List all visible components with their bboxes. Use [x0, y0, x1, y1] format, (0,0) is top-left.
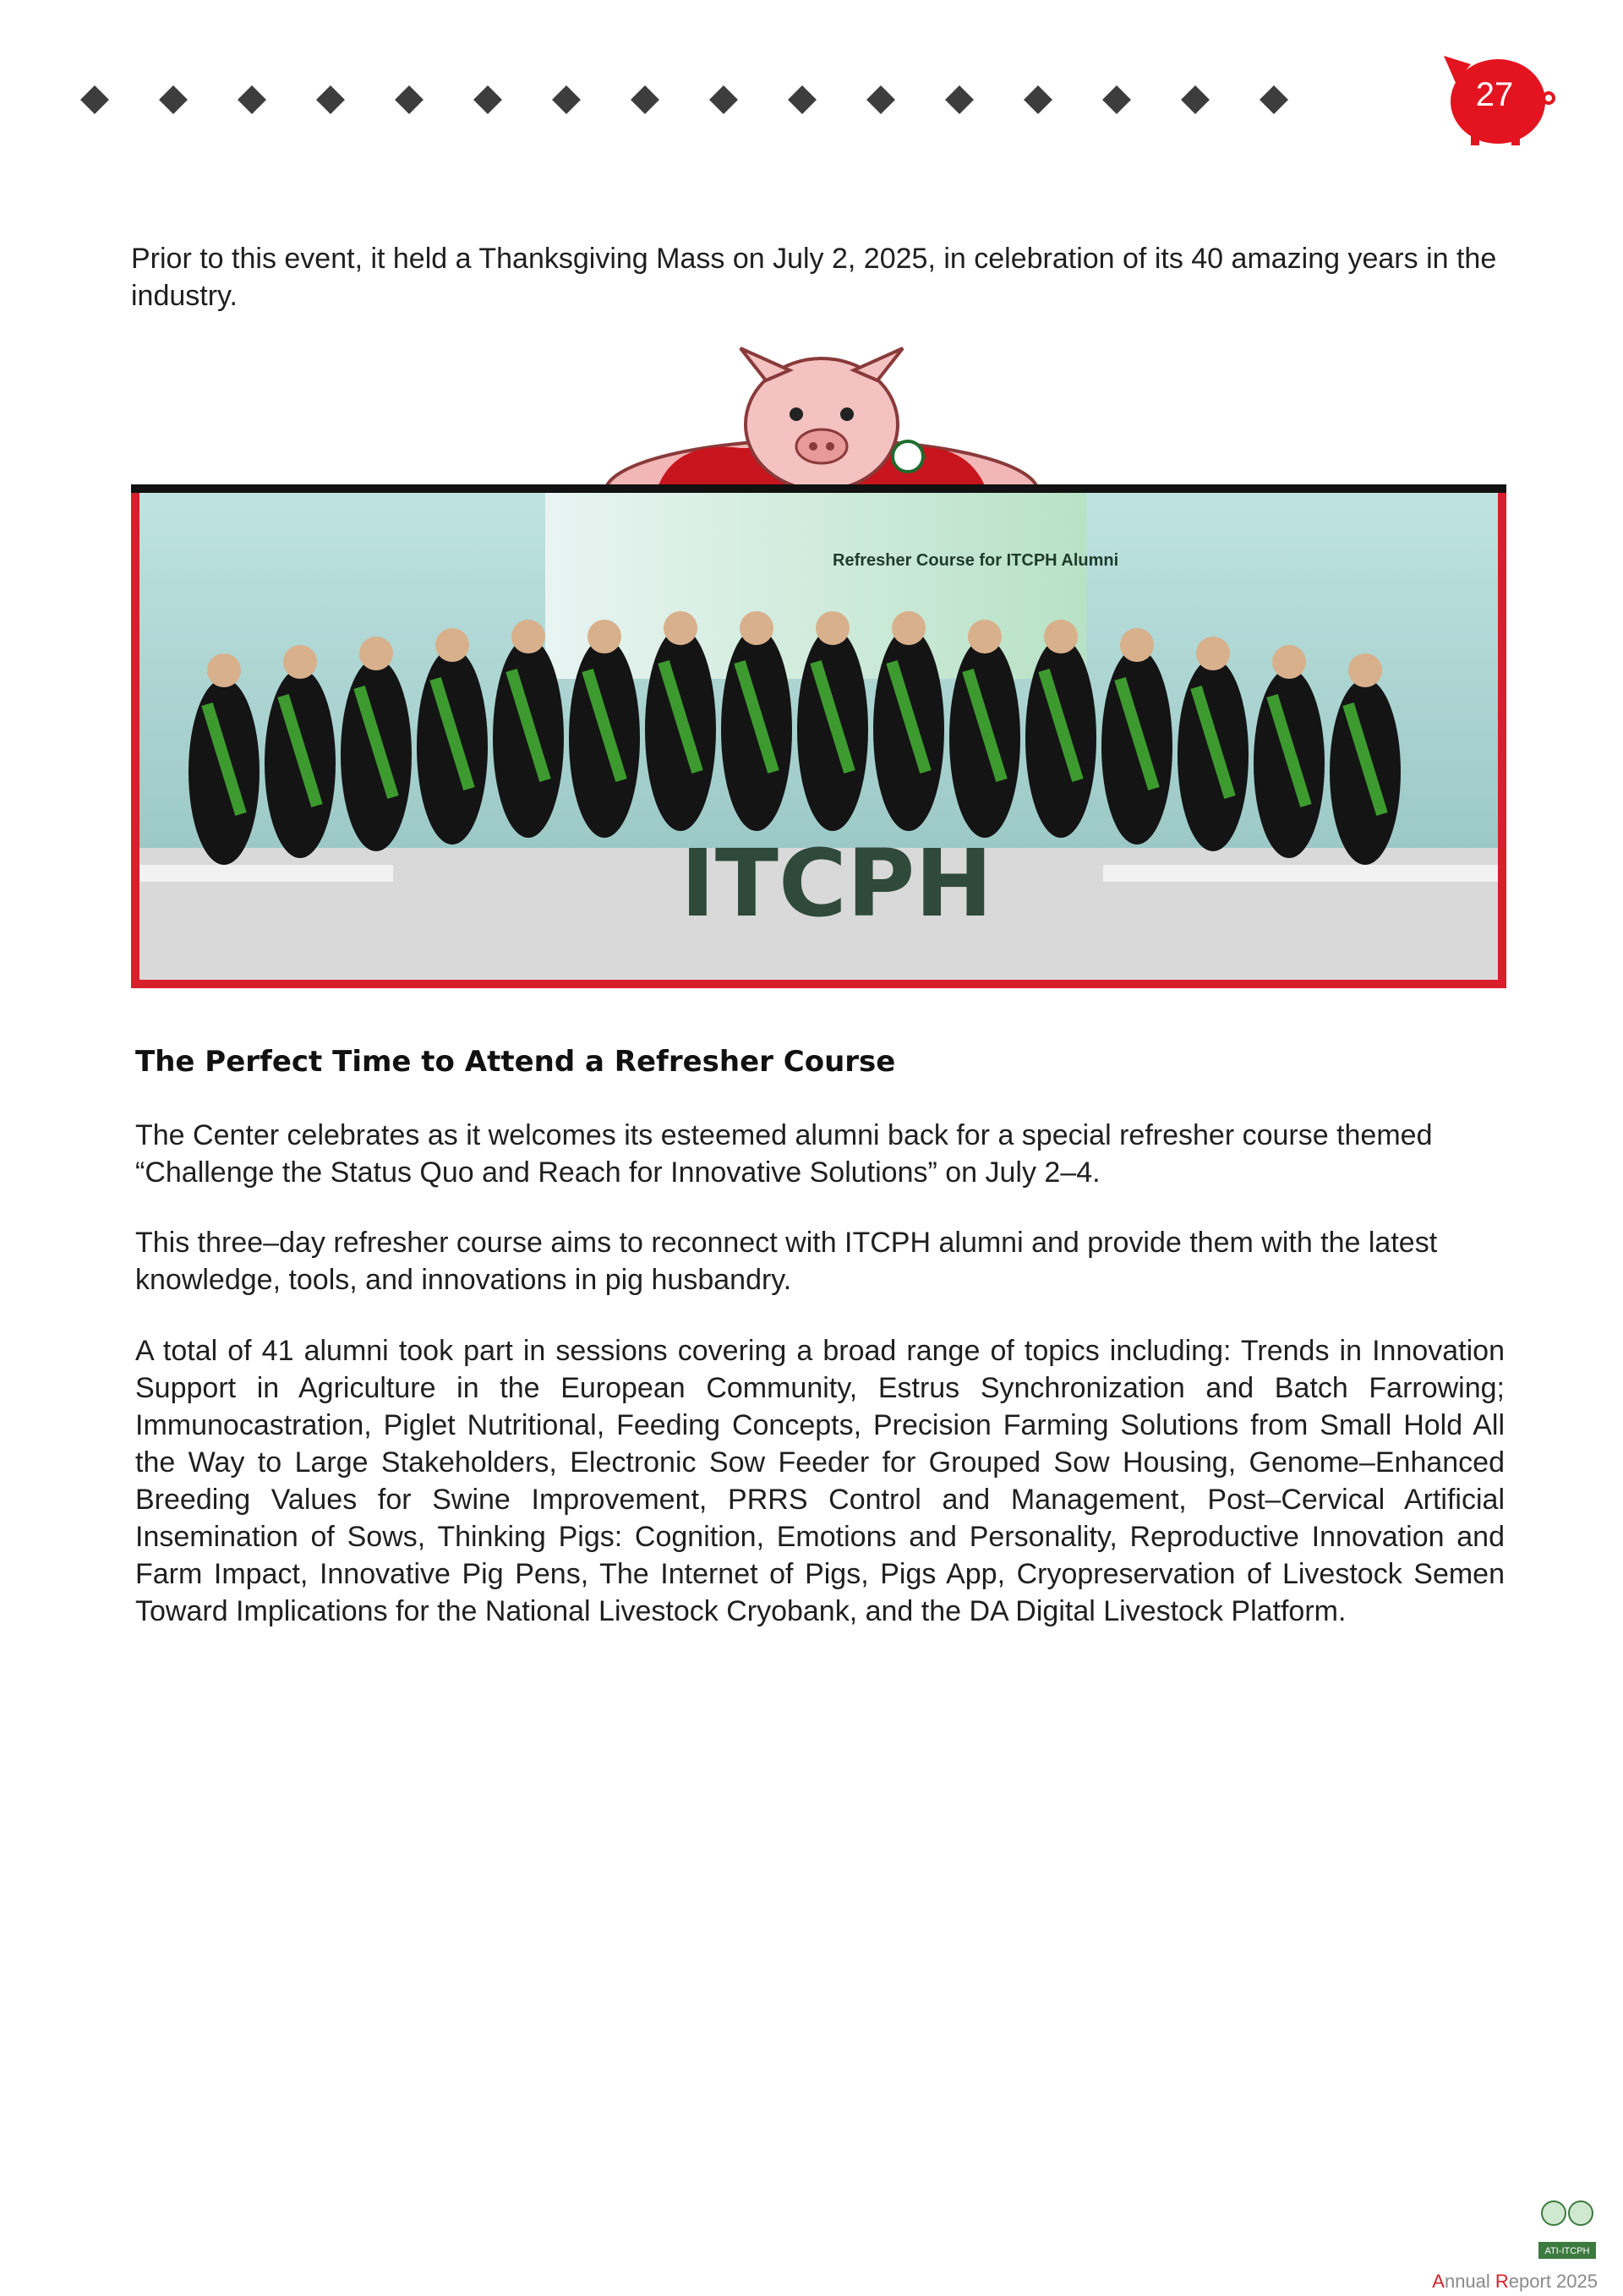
- diamond-icon: [238, 85, 266, 114]
- diamond-icon: [316, 85, 345, 114]
- footer-report-r: R: [1495, 2271, 1509, 2292]
- banner-title: Refresher Course for ITCPH Alumni: [833, 551, 1119, 570]
- section-paragraph: The Center celebrates as it welcomes its esteemed alumni back for a special refresher course themed “Challenge the Status Quo and Reach for Innovative Solutions” on July 2–4.: [135, 1119, 1433, 1189]
- diamond-icon: [473, 85, 502, 114]
- diamond-icon: [1102, 85, 1131, 114]
- footer-logo-label: ATI-ITCPH: [1544, 2246, 1590, 2256]
- intro-paragraph: Prior to this event, it held a Thanksgiving Mass on July 2, 2025, in celebration of its 40 amazing years in the industry.: [131, 243, 1497, 312]
- footer-report-nnual: nnual: [1444, 2271, 1495, 2292]
- page-number: 27: [1475, 76, 1514, 113]
- diamond-icon: [866, 85, 895, 114]
- group-photo: [131, 484, 1506, 988]
- diamond-icon: [945, 85, 974, 114]
- diamond-icon: [1024, 85, 1052, 114]
- footer-report-a: A: [1432, 2271, 1445, 2292]
- diamond-icon: [159, 85, 188, 114]
- diamond-icon: [788, 85, 817, 114]
- section-heading: The Perfect Time to Attend a Refresher Course: [135, 1045, 896, 1079]
- photo-top-border: [131, 484, 1506, 493]
- footer-report-label: [1432, 2271, 1598, 2293]
- diamond-icon: [80, 85, 109, 114]
- section-paragraph: This three–day refresher course aims to reconnect with ITCPH alumni and provide them with the latest knowledge, tools, and innovations in pig husbandry.: [135, 1227, 1438, 1296]
- pig-mascot-icon: [605, 347, 1038, 492]
- diamond-icon: [709, 85, 738, 114]
- group-photo-image: [139, 493, 1498, 980]
- header-diamond-row: [85, 85, 1302, 115]
- section-paragraph: A total of 41 alumni took part in sessions covering a broad range of topics including: Trends in Innovation Support in Agriculture in the European Community, Estrus Synchronization and Batch Farrowing; Immunocastration, Piglet Nutritional, Feeding Concepts, Precision Farming Solutions from Small Hold All the Way to Large Stakeholders, Electronic Sow Feeder for Grouped Sow Housing, Genome–Enhanced Breeding Values for Swine Improvement, PRRS Control and Management, Post–Cervical Artificial Insemination of Sows, Thinking Pigs: Cognition, Emotions and Personality, Reproductive Innovation and Farm Impact, Innovative Pig Pens, The Internet of Pigs, Pigs App, Cryopreservation of Livestock Semen Toward Implications for the National Livestock Cryobank, and the DA Digital Livestock Platform.: [135, 1335, 1505, 1627]
- diamond-icon: [552, 85, 581, 114]
- diamond-icon: [1260, 85, 1288, 114]
- diamond-icon: [1181, 85, 1210, 114]
- diamond-icon: [395, 85, 424, 114]
- ati-itcph-logo-icon: [1537, 2198, 1598, 2266]
- footer-report-rest: eport 2025: [1508, 2271, 1598, 2292]
- diamond-icon: [631, 85, 659, 114]
- itcph-signage: ITCPH: [680, 829, 993, 938]
